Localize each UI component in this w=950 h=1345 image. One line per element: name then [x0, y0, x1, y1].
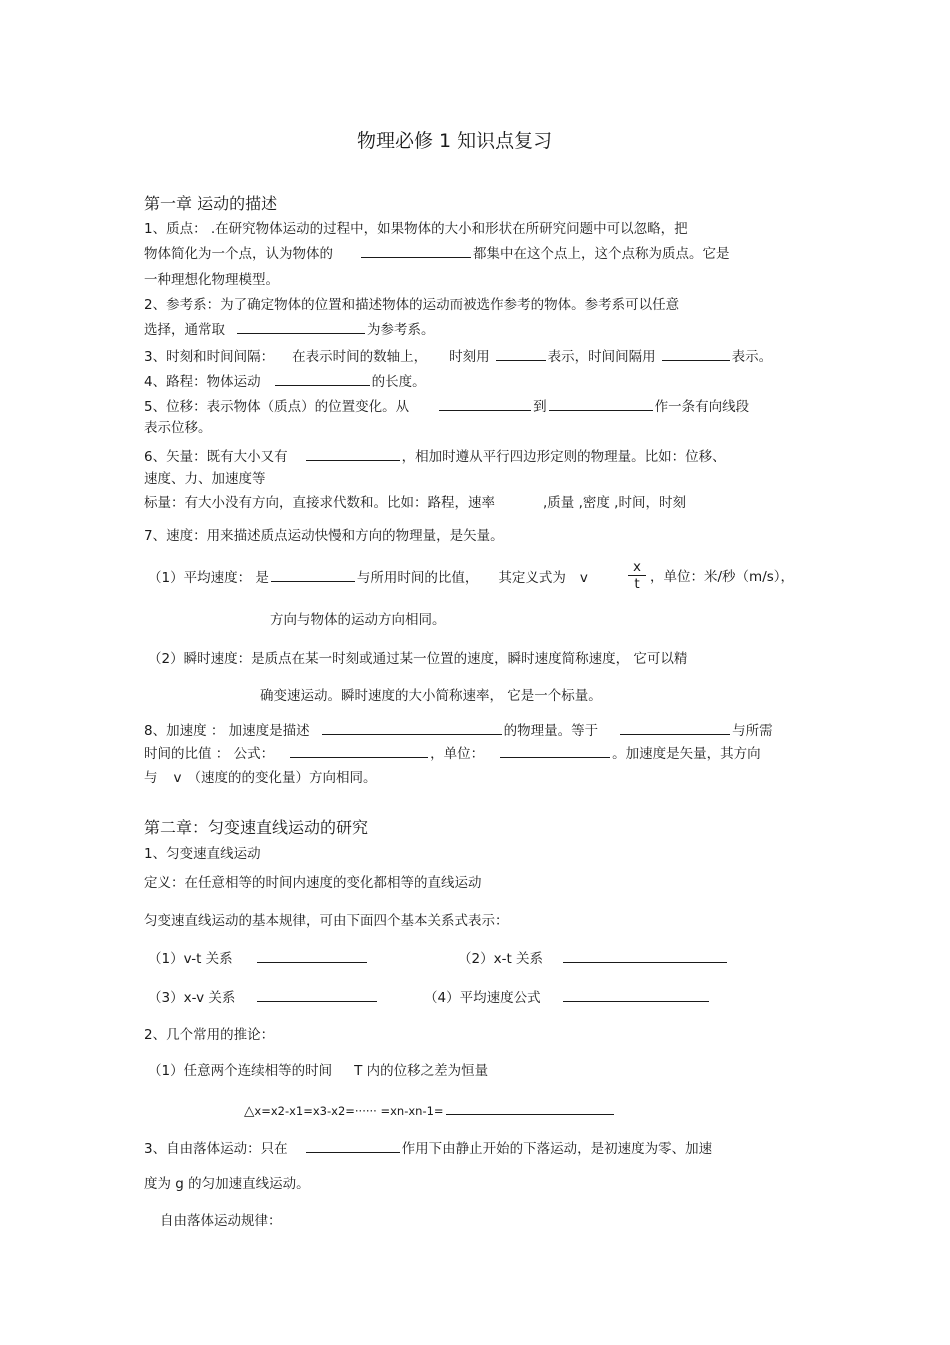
definition-line: 定义：在任意相等的时间内速度的变化都相等的直线运动	[144, 875, 482, 891]
fraction-denominator: t	[634, 576, 640, 592]
item-2-line-b: 选择，通常取 为参考系。	[144, 322, 435, 338]
item-6-line-b: 速度、力、加速度等	[144, 471, 266, 487]
blank-field[interactable]	[306, 447, 400, 461]
blank-field[interactable]	[496, 347, 546, 361]
blank-field[interactable]	[500, 744, 610, 758]
section-3-line-b: 度为 g 的匀加速直线运动。	[144, 1176, 310, 1192]
free-fall-laws-heading: 自由落体运动规律：	[160, 1213, 282, 1229]
item-7-2-line-b: 确变速运动。瞬时速度的大小简称速率， 它是一个标量。	[260, 688, 602, 704]
item-7-2-line-a: （2）瞬时速度：是质点在某一时刻或通过某一位置的速度，瞬时速度简称速度， 它可以精	[148, 651, 688, 667]
blank-field[interactable]	[549, 397, 653, 411]
item-7-line: 7、速度：用来描述质点运动快慢和方向的物理量，是矢量。	[144, 528, 504, 544]
item-7-1-unit: ，单位：米/秒（m/s），	[650, 569, 795, 585]
section-2-heading: 2、几个常用的推论：	[144, 1027, 275, 1043]
page-title: 物理必修 1 知识点复习	[357, 130, 553, 152]
fraction-numerator: x	[633, 559, 641, 575]
chapter-1-heading: 第一章 运动的描述	[144, 194, 278, 213]
relation-xt: （2）x-t 关系	[458, 949, 729, 968]
item-5-line-b: 表示位移。	[144, 420, 212, 436]
section-3-line-a: 3、自由落体运动：只在 作用下由静止开始的下落运动，是初速度为零、加速	[144, 1141, 713, 1157]
item-1-line-a: 1、质点： .在研究物体运动的过程中，如果物体的大小和形状在所研究问题中可以忽略，把	[144, 221, 688, 237]
blank-field[interactable]	[306, 1139, 400, 1153]
item-8-line-b: 时间的比值 ： 公式： ，单位： 。加速度是矢量，其方向	[144, 746, 761, 762]
blank-field[interactable]	[439, 397, 531, 411]
item-6-line-c: 标量：有大小没有方向，直接求代数和。比如：路程，速率 ,质量 ,密度 ,时间，时刻	[144, 495, 686, 511]
item-7-1-line-b: 方向与物体的运动方向相同。	[270, 612, 446, 628]
blank-field[interactable]	[290, 744, 428, 758]
triangle-delta-icon: △	[244, 1103, 255, 1119]
inference-1-line: （1）任意两个连续相等的时间 T 内的位移之差为恒量	[148, 1063, 489, 1079]
section-1-heading: 1、匀变速直线运动	[144, 846, 261, 862]
item-4-line: 4、路程：物体运动 的长度。	[144, 374, 426, 390]
blank-field[interactable]	[271, 568, 355, 582]
laws-line: 匀变速直线运动的基本规律，可由下面四个基本关系式表示：	[144, 913, 509, 929]
blank-field[interactable]	[322, 721, 502, 735]
blank-field[interactable]	[257, 949, 367, 963]
velocity-fraction	[628, 559, 646, 592]
chapter-2-heading: 第二章：匀变速直线运动的研究	[144, 818, 369, 837]
blank-field[interactable]	[620, 721, 730, 735]
blank-field[interactable]	[275, 372, 370, 386]
item-3-line: 3、时刻和时间间隔： 在表示时间的数轴上， 时刻用 表示，时间间隔用 表示。	[144, 349, 773, 365]
blank-field[interactable]	[446, 1101, 614, 1115]
item-1-line-c: 一种理想化物理模型。	[144, 272, 279, 288]
blank-field[interactable]	[237, 320, 365, 334]
blank-field[interactable]	[563, 949, 727, 963]
relation-xv: （3）x-v 关系	[148, 988, 379, 1007]
relation-average-velocity: （4）平均速度公式	[424, 988, 711, 1007]
relation-vt: （1）v-t 关系	[148, 949, 369, 968]
blank-field[interactable]	[361, 244, 471, 258]
blank-field[interactable]	[662, 347, 730, 361]
item-6-line-a: 6、矢量：既有大小又有 ，相加时遵从平行四边形定则的物理量。比如：位移、	[144, 449, 726, 465]
item-5-line-a: 5、位移：表示物体（质点）的位置变化。从 到 作一条有向线段	[144, 399, 750, 415]
item-7-1-line-a: （1）平均速度： 是 与所用时间的比值， 其定义式为 v	[148, 570, 588, 586]
blank-field[interactable]	[257, 988, 377, 1002]
difference-equation: △x=x2-x1=x3-x2=······ =xn-xn-1=	[244, 1101, 616, 1120]
item-8-line-a: 8、加速度 ： 加速度是描述 的物理量。等于 与所需	[144, 723, 773, 739]
item-2-line-a: 2、参考系：为了确定物体的位置和描述物体的运动而被选作参考的物体。参考系可以任意	[144, 297, 680, 313]
item-1-line-b: 物体简化为一个点，认为物体的 都集中在这个点上，这个点称为质点。它是	[144, 246, 730, 262]
blank-field[interactable]	[563, 988, 709, 1002]
item-8-line-c: 与 v （速度的的变化量）方向相同。	[144, 770, 377, 786]
